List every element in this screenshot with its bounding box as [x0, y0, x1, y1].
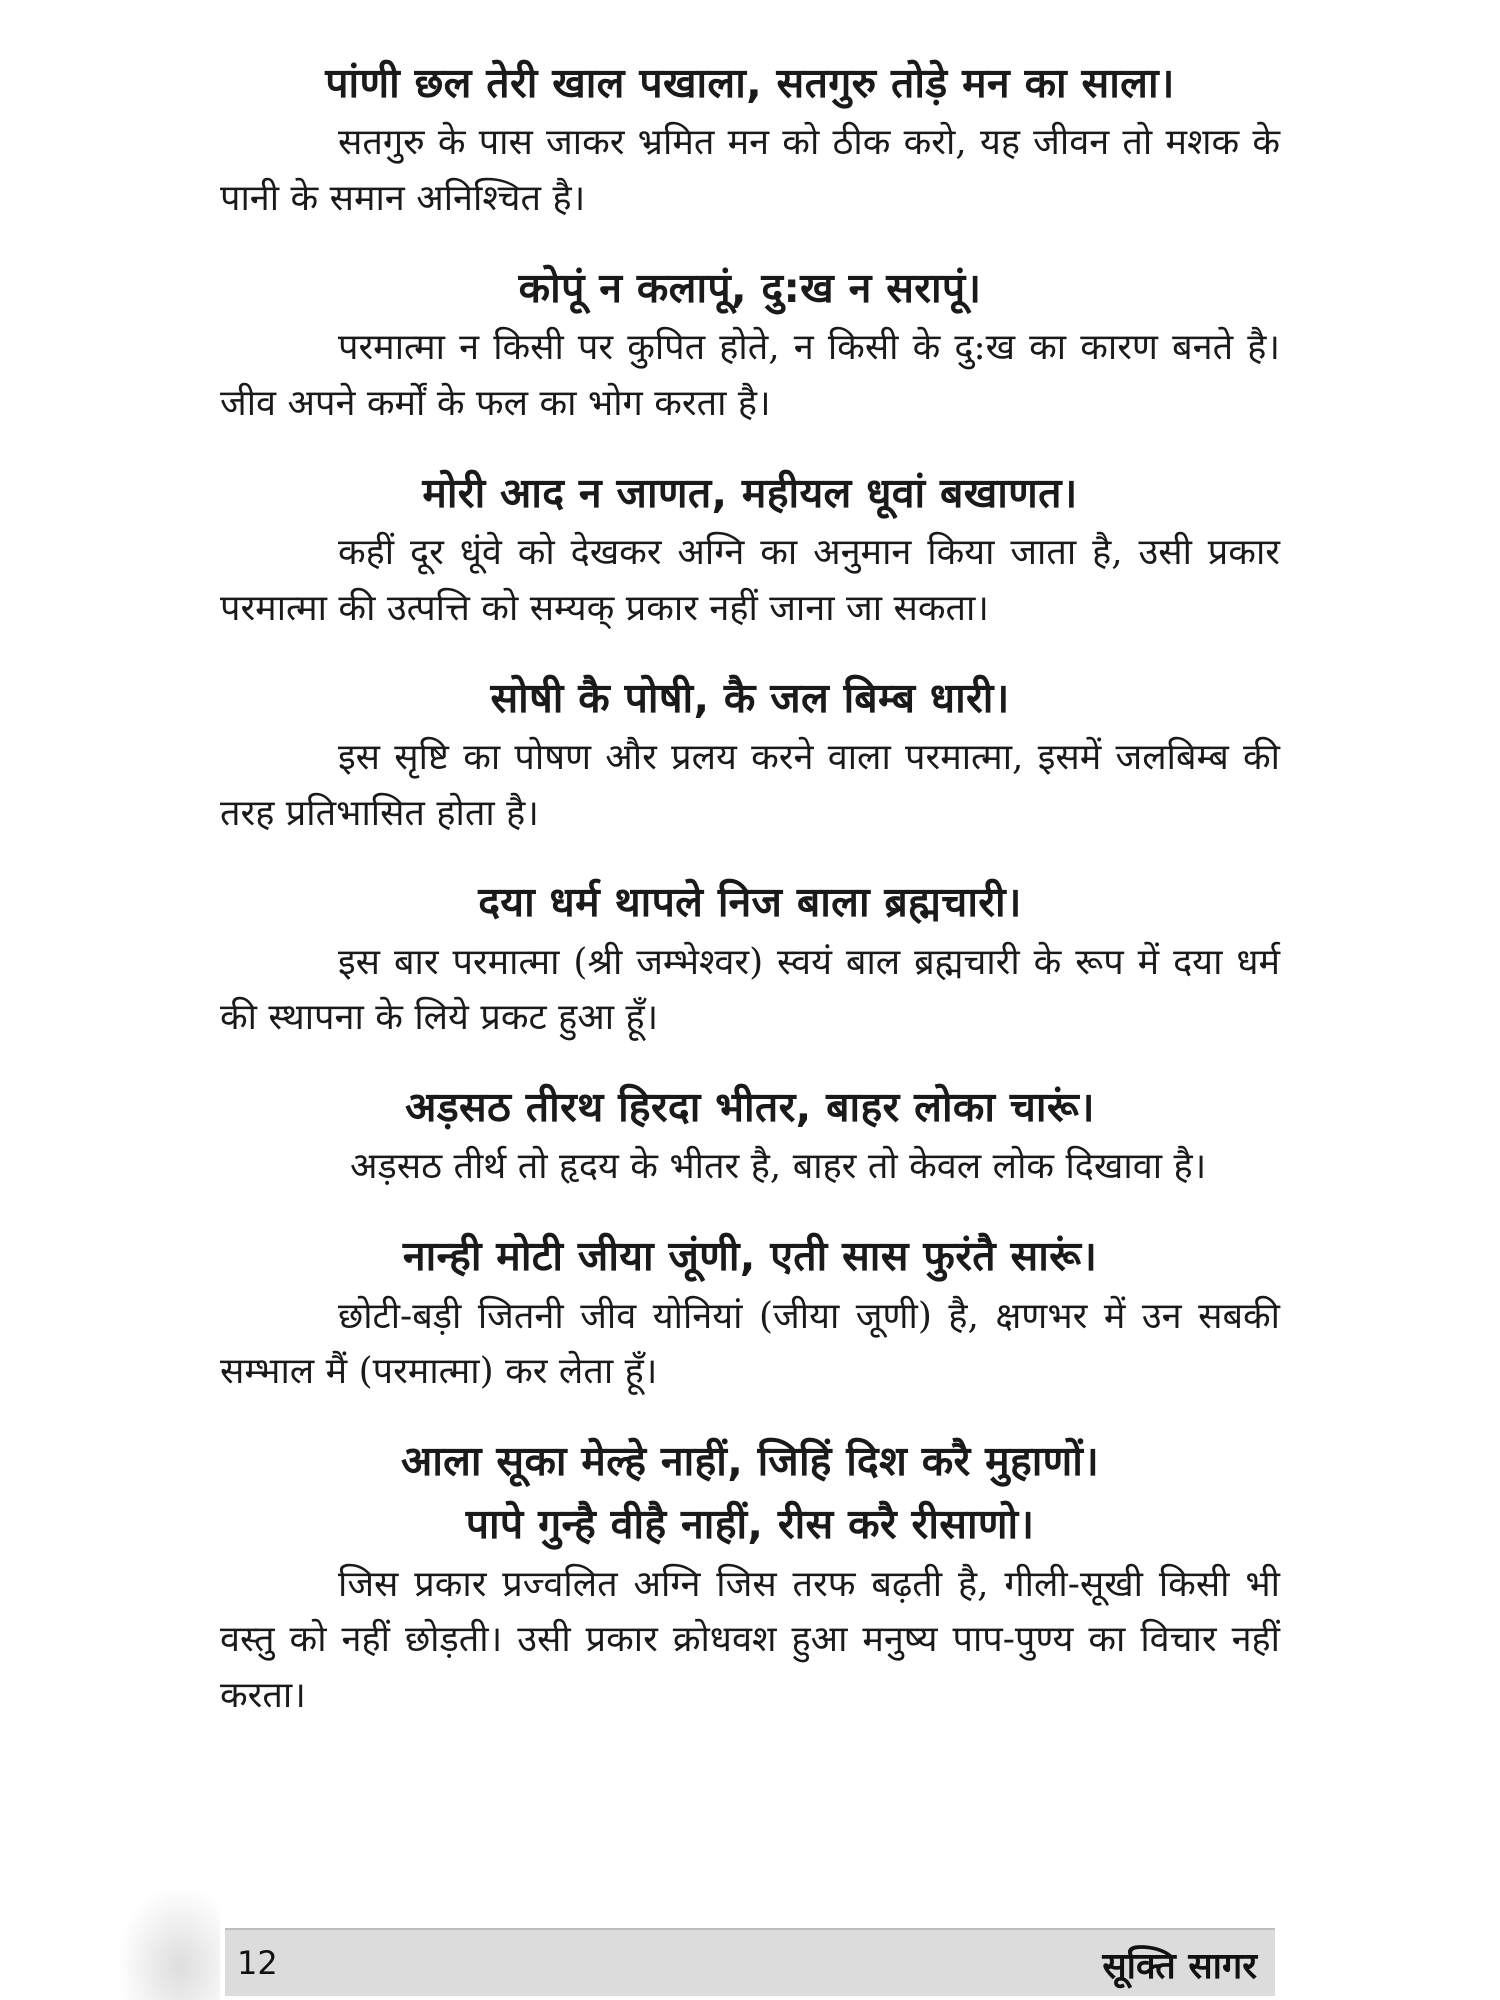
section-8: [220, 1436, 1280, 1724]
section-2: [220, 263, 1280, 432]
book-title: सूक्ति सागर: [1102, 1946, 1257, 1987]
verse-meaning: इस सृष्टि का पोषण और प्रलय करने वाला परमात्मा, इसमें जलबिम्ब की तरह प्रतिभासित होता है।: [220, 736, 1280, 834]
section-6: [220, 1082, 1280, 1195]
verse-line: आला सूका मेल्हे नाहीं, जिहिं दिश करै मुहाणों।: [400, 1437, 1100, 1486]
section-5: [220, 877, 1280, 1046]
verse-meaning: सतगुरु के पास जाकर भ्रमित मन को ठीक करो, यह जीवन तो मशक के पानी के समान अनिश्चित है।: [220, 122, 1280, 220]
verse-meaning: छोटी-बड़ी जितनी जीव योनियां (जीया जूणी) है, क्षणभर में उन सबकी सम्भाल मैं (परमात्मा) कर लेता हूँ।: [220, 1295, 1280, 1393]
page-footer: [225, 1928, 1275, 1996]
page-edge-shadow: [120, 1890, 220, 2000]
section-7: [220, 1231, 1280, 1400]
page-content: [220, 58, 1280, 1760]
section-3: [220, 468, 1280, 637]
verse-line: नान्ही मोटी जीया जूंणी, एती सास फुरंतै सारूं।: [402, 1232, 1098, 1281]
section-4: [220, 673, 1280, 842]
page-number: 12: [237, 1944, 278, 1982]
verse-line: मोरी आद न जाणत, महीयल धूवां बखाणत।: [422, 468, 1078, 517]
verse-meaning: इस बार परमात्मा (श्री जम्भेश्वर) स्वयं बाल ब्रह्मचारी के रूप में दया धर्म की स्थापना के लिये प्रकट हुआ हूँ।: [220, 941, 1280, 1039]
verse-meaning: कहीं दूर धूंवे को देखकर अग्नि का अनुमान किया जाता है, उसी प्रकार परमात्मा की उत्पत्ति को सम्यक् प्रकार नहीं जाना जा सकता।: [220, 531, 1280, 629]
verse-line: पांणी छल तेरी खाल पखाला, सतगुरु तोड़े मन का साला।: [325, 59, 1175, 107]
verse-meaning: अड़सठ तीर्थ तो हृदय के भीतर है, बाहर तो केवल लोक दिखावा है।: [350, 1146, 1207, 1188]
verse-line: अड़सठ तीरथ हिरदा भीतर, बाहर लोका चारूं।: [405, 1083, 1095, 1132]
verse-meaning: परमात्मा न किसी पर कुपित होते, न किसी के दु:ख का कारण बनते है। जीव अपने कर्मों के फल का भोग करता है।: [220, 327, 1280, 424]
verse-meaning: जिस प्रकार प्रज्वलित अग्नि जिस तरफ बढ़ती है, गीली-सूखी किसी भी वस्तु को नहीं छोड़ती। उसी प्रकार क्रोधवश हुआ मनुष्य पाप-पुण्य का विचार नहीं करता।: [220, 1563, 1280, 1717]
verse-line: कोपूं न कलापूं, दु:ख न सरापूं।: [518, 263, 982, 312]
verse-line: सोषी कै पोषी, कै जल बिम्ब धारी।: [490, 673, 1010, 722]
verse-line: दया धर्म थापले निज बाला ब्रह्मचारी।: [478, 878, 1022, 927]
verse-line: पापे गुन्है वीहै नाहीं, रीस करै रीसाणो।: [465, 1500, 1035, 1549]
section-1: [220, 58, 1280, 227]
